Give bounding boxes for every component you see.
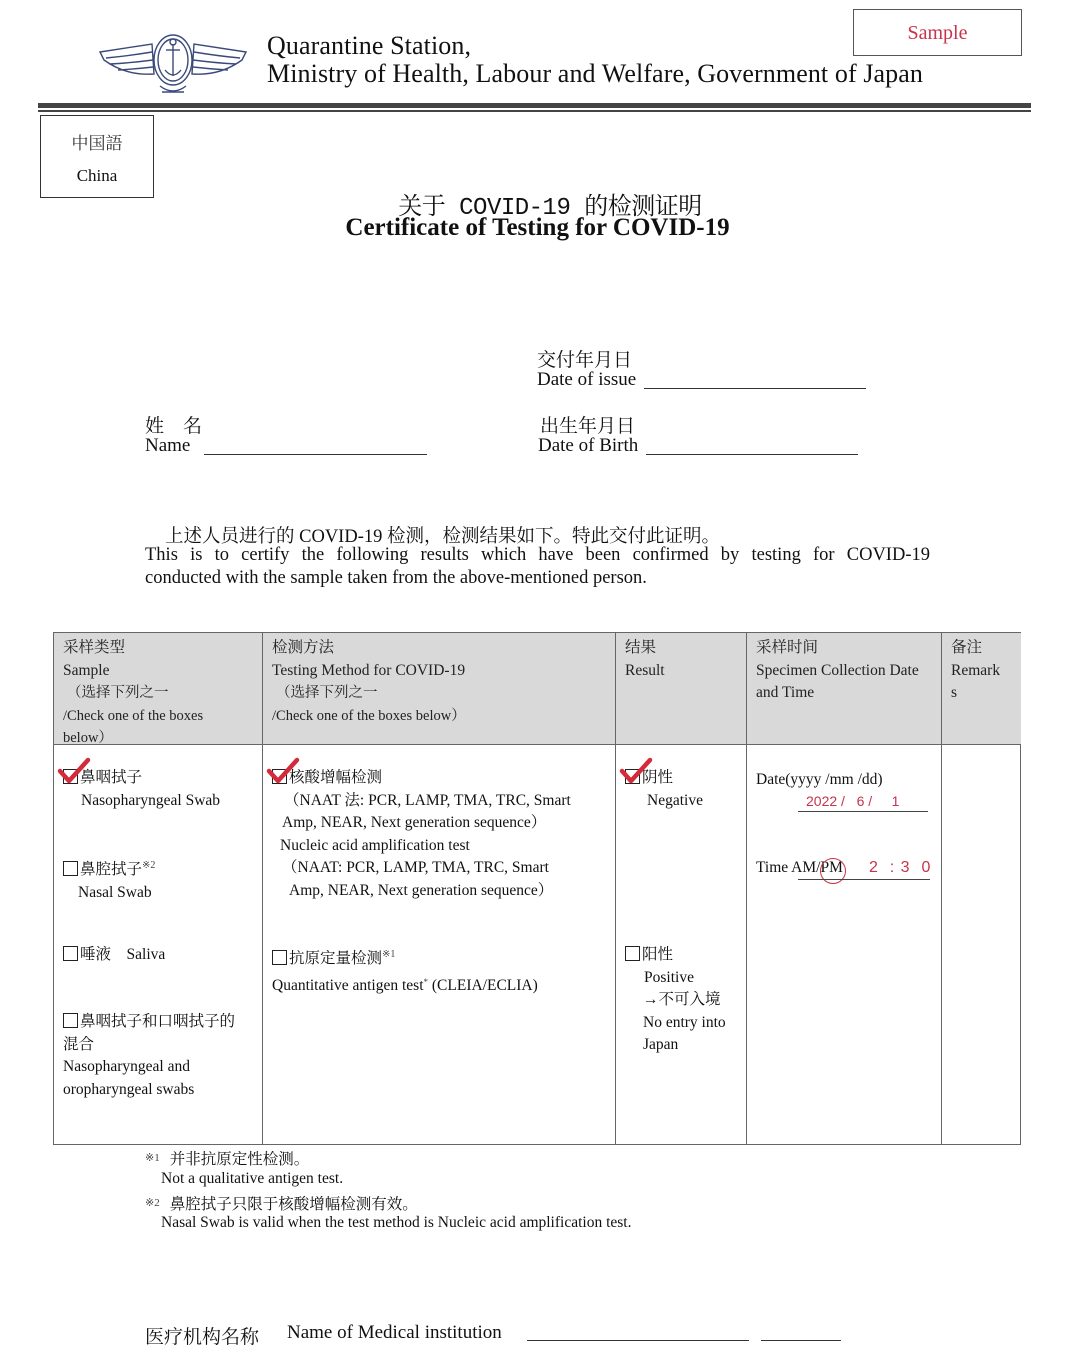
time-pm-label: PM: [820, 859, 843, 876]
name-label-en: Name: [145, 435, 191, 456]
remarks-header: [942, 633, 1021, 745]
footnote-1-zh-text: 并非抗原定性检测。: [169, 1151, 310, 1168]
collection-header: [747, 633, 941, 745]
sample-body: [54, 745, 262, 1144]
sample-option-en2: oropharyngeal swabs: [63, 1080, 195, 1098]
org-name-line2: Ministry of Health, Labour and Welfare, Government of Japan: [267, 59, 924, 88]
collection-header-en1: Specimen Collection Date: [756, 661, 919, 679]
sample-header-en: Sample: [63, 661, 110, 679]
result-header-zh: 结果: [625, 639, 657, 656]
collection-time-label: [756, 857, 843, 880]
language-en: China: [76, 166, 118, 185]
sample-option-zh: 鼻咽拭子: [80, 769, 143, 786]
institution-field-extra[interactable]: [761, 1340, 841, 1341]
method-option-en: Quantitative antigen test: [272, 976, 424, 994]
checkbox[interactable]: [63, 1013, 78, 1028]
remarks-header-zh: 备注: [951, 639, 983, 656]
org-name-line1: Quarantine Station,: [267, 31, 472, 60]
header-rule-thick: [38, 103, 1031, 108]
method-option-line4: （NAAT: PCR, LAMP, TMA, TRC, Smart: [282, 859, 549, 876]
result-column: [616, 633, 747, 1144]
method-option-zh: 抗原定量检测: [289, 950, 383, 967]
result-option-zh: 阳性: [642, 946, 674, 963]
footnote-2-zh: [145, 1192, 418, 1214]
checkbox[interactable]: [63, 861, 78, 876]
method-column: [263, 633, 616, 1144]
certification-text-zh: 上述人员进行的 COVID-19 检测，检测结果如下。特此交付此证明。: [165, 527, 720, 547]
sample-option-en: Nasopharyngeal Swab: [81, 791, 221, 809]
remarks-header-en1: Remark: [951, 661, 1001, 679]
date-of-birth-label-zh: 出生年月日: [540, 416, 636, 437]
checkbox-checked[interactable]: [272, 769, 287, 784]
institution-label-en: Name of Medical institution: [287, 1322, 502, 1343]
collection-header-en2: and Time: [756, 684, 815, 701]
method-header-en: Testing Method for COVID-19: [272, 661, 466, 679]
footnote-ref: ※1: [382, 949, 396, 960]
footnote-2-zh-text: 鼻腔拭子只限于核酸增幅检测有效。: [169, 1196, 418, 1213]
footnote-1-mark: ※1: [145, 1152, 160, 1164]
sample-option-mixed[interactable]: [63, 1011, 256, 1101]
result-option-en: Negative: [647, 791, 703, 809]
result-option-note-zh: →不可入境: [643, 991, 721, 1008]
results-table: [53, 632, 1021, 1145]
sample-column: [54, 633, 263, 1144]
result-body: [616, 745, 746, 1144]
checkbox-checked[interactable]: [63, 769, 78, 784]
sample-header: [54, 633, 262, 745]
result-option-en: Positive: [644, 968, 694, 986]
sample-option-saliva[interactable]: [63, 944, 256, 967]
checkbox-checked[interactable]: [625, 769, 640, 784]
name-field[interactable]: [204, 454, 427, 455]
remarks-body[interactable]: [942, 745, 1021, 1144]
sample-option-en: Nasal Swab: [78, 883, 152, 901]
certification-text-en-line1: This is to certify the following results which have been confirmed by testing for COVID-19: [145, 545, 930, 565]
method-option-antigen[interactable]: [272, 944, 609, 997]
method-header-note-zh: （选择下列之一: [276, 685, 378, 701]
result-option-positive[interactable]: [625, 944, 740, 1057]
checkbox[interactable]: [625, 946, 640, 961]
method-option-naat[interactable]: [272, 767, 609, 902]
sample-header-note-zh: （选择下列之一: [67, 685, 169, 701]
method-option-line2: Amp, NEAR, Next generation sequence）: [282, 814, 547, 831]
method-header-note-en: /Check one of the boxes below）: [272, 707, 466, 724]
method-option-zh: 核酸增幅检测: [289, 769, 383, 786]
checkbox[interactable]: [63, 946, 78, 961]
collection-date-field[interactable]: 2022 / 6 / 1: [798, 791, 928, 812]
result-option-note-en2: Japan: [643, 1036, 679, 1053]
method-option-en-tail: (CLEIA/ECLIA): [428, 976, 538, 994]
sample-option-en: Saliva: [126, 946, 166, 963]
date-of-birth-field[interactable]: [646, 454, 858, 455]
method-option-line1: （NAAT 法: PCR, LAMP, TMA, TRC, Smart: [284, 791, 571, 809]
sample-header-note-en2: below）: [63, 730, 113, 746]
institution-field[interactable]: [527, 1340, 749, 1341]
red-checkmark-icon: [266, 757, 300, 785]
footnote-2-en: Nasal Swab is valid when the test method is Nucleic acid amplification test.: [161, 1214, 632, 1231]
time-label-prefix: Time AM/: [756, 859, 821, 876]
method-option-line3: Nucleic acid amplification test: [280, 836, 470, 854]
collection-body: [747, 745, 941, 1144]
collection-time-field[interactable]: 2 : 3 0: [869, 859, 932, 876]
footnote-ref: ※2: [142, 860, 156, 871]
date-of-birth-label-en: Date of Birth: [538, 435, 639, 456]
sample-option-zh2: 混合: [63, 1035, 95, 1053]
date-of-issue-label-zh: 交付年月日: [537, 350, 633, 371]
method-header-zh: 检测方法: [272, 639, 335, 656]
sample-header-zh: 采样类型: [63, 639, 126, 656]
footnote-1-en: Not a qualitative antigen test.: [161, 1170, 344, 1187]
checkbox[interactable]: [272, 950, 287, 965]
institution-label-zh: 医疗机构名称: [145, 1327, 260, 1345]
remarks-column: [942, 633, 1021, 1144]
quarantine-emblem-icon: [96, 30, 250, 100]
red-checkmark-icon: [619, 757, 653, 785]
footnote-1-zh: [145, 1147, 309, 1169]
sample-stamp: Sample: [853, 9, 1022, 56]
result-option-zh: 阴性: [642, 769, 674, 786]
sample-header-note-en1: /Check one of the boxes: [63, 707, 204, 724]
certification-text-en-line2: conducted with the sample taken from the above-mentioned person.: [145, 568, 647, 588]
header-rule-thin: [38, 110, 1031, 112]
date-of-issue-field[interactable]: [644, 388, 866, 389]
remarks-header-en2: s: [951, 684, 958, 701]
time-pm-option[interactable]: [820, 859, 842, 876]
collection-column: [747, 633, 942, 1144]
title-en: Certificate of Testing for COVID-19: [345, 214, 730, 241]
date-of-issue-label-en: Date of issue: [537, 369, 637, 390]
collection-date-label: Date(yyyy /mm /dd): [756, 771, 883, 788]
result-header: [616, 633, 746, 745]
title-zh: 关于 COVID-19 的检测证明: [398, 195, 702, 222]
sample-option-nasopharyngeal[interactable]: [63, 767, 256, 812]
footnote-2-mark: ※2: [145, 1197, 160, 1209]
collection-header-zh: 采样时间: [756, 639, 819, 656]
sample-option-zh: 唾液: [80, 946, 112, 963]
method-option-line5: Amp, NEAR, Next generation sequence）: [289, 881, 554, 899]
language-zh: 中国語: [71, 134, 123, 153]
sample-option-en1: Nasopharyngeal and: [63, 1058, 190, 1075]
asterisk-mark: *: [423, 976, 429, 987]
sample-option-zh1: 鼻咽拭子和口咽拭子的: [80, 1013, 236, 1030]
result-option-negative[interactable]: [625, 767, 740, 812]
name-label-zh: 姓 名: [145, 416, 203, 437]
method-body: [263, 745, 615, 1144]
result-header-en: Result: [625, 661, 665, 679]
red-checkmark-icon: [57, 757, 91, 785]
sample-option-nasal[interactable]: [63, 855, 256, 904]
method-header: [263, 633, 615, 745]
result-option-note-en1: No entry into: [643, 1013, 726, 1031]
sample-option-zh: 鼻腔拭子: [80, 861, 143, 878]
pm-selected-circle-icon: [820, 858, 846, 884]
